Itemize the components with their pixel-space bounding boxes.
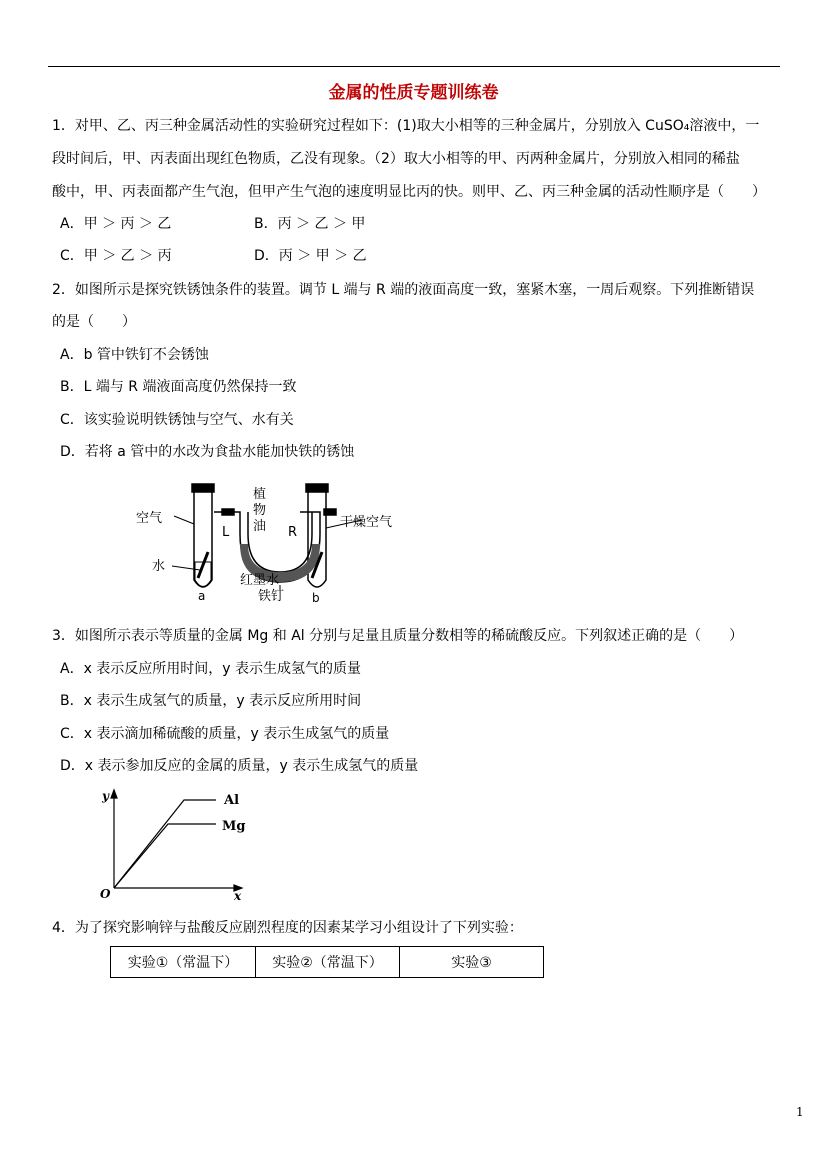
test-tube-b — [308, 492, 326, 587]
label-b: b — [312, 591, 320, 605]
q3-option-c: C．x 表示滴加稀硫酸的质量，y 表示生成氢气的质量 — [60, 726, 390, 742]
label-oil-1: 植 — [253, 487, 267, 502]
q1-option-c: C．甲 ＞ 乙 ＞ 丙 — [60, 248, 172, 264]
mg-curve — [114, 824, 216, 888]
test-tube-a — [194, 492, 212, 587]
iron-nail-a — [198, 552, 208, 578]
q1-line1: 1．对甲、乙、丙三种金属活动性的实验研究过程如下：(1)取大小相等的三种金属片，分别放入 CuSO₄溶液中，一 — [52, 118, 760, 134]
label-oil-2: 物 — [253, 503, 267, 518]
q2-option-b: B．L 端与 R 端液面高度仍然保持一致 — [60, 379, 297, 395]
q1-option-d: D．丙 ＞ 甲 ＞ 乙 — [254, 248, 367, 264]
stopper-b — [306, 484, 328, 492]
al-curve — [114, 800, 216, 888]
mg-al-graph — [98, 788, 258, 903]
clamp-left — [222, 509, 234, 515]
label-R: R — [288, 525, 298, 540]
q1-line2: 段时间后，甲、丙表面出现红色物质，乙没有现象。（2）取大小相等的甲、丙两种金属片，分别放入相同的稀盐 — [52, 151, 740, 167]
experiment-table — [110, 946, 544, 978]
y-label: y — [102, 789, 109, 803]
label-water: 水 — [152, 559, 166, 574]
label-L: L — [222, 525, 230, 540]
header-rule — [48, 66, 780, 67]
q3-option-d: D．x 表示参加反应的金属的质量，y 表示生成氢气的质量 — [60, 758, 419, 774]
page-number: 1 — [796, 1105, 804, 1119]
q2-line2: 的是（ ） — [52, 314, 136, 330]
q2-option-c: C．该实验说明铁锈蚀与空气、水有关 — [60, 412, 294, 428]
x-label: x — [234, 889, 242, 903]
label-air: 空气 — [136, 511, 163, 526]
label-oil-3: 油 — [253, 519, 267, 534]
q4-line1: 4．为了探究影响锌与盐酸反应剧烈程度的因素某学习小组设计了下列实验： — [52, 920, 523, 936]
label-a: a — [198, 589, 206, 603]
q1-option-a: A．甲 ＞ 丙 ＞ 乙 — [60, 216, 172, 232]
mg-label: Mg — [222, 819, 246, 834]
q2-option-a: A．b 管中铁钉不会锈蚀 — [60, 347, 209, 363]
label-dry-air: 干燥空气 — [340, 515, 393, 530]
q2-option-d: D．若将 a 管中的水改为食盐水能加快铁的锈蚀 — [60, 444, 355, 460]
q3-line1: 3．如图所示表示等质量的金属 Mg 和 Al 分别与足量且质量分数相等的稀硫酸反应。下列叙述正确的是（ ） — [52, 628, 744, 644]
table-row — [111, 947, 544, 978]
q1-option-b: B．丙 ＞ 乙 ＞ 甲 — [254, 216, 366, 232]
origin-label: O — [100, 887, 111, 901]
q2-line1: 2．如图所示是探究铁锈蚀条件的装置。调节 L 端与 R 端的液面高度一致，塞紧木塞，一周后观察。下列推断错误 — [52, 282, 755, 298]
y-axis-arrow — [111, 790, 117, 798]
table-header-cell: 实验①（常温下） — [111, 947, 256, 978]
q3-option-b: B．x 表示生成氢气的质量，y 表示反应所用时间 — [60, 693, 362, 709]
al-label: Al — [224, 793, 240, 808]
table-header-cell: 实验③ — [400, 947, 544, 978]
rusting-apparatus-figure — [130, 482, 410, 607]
page-title: 金属的性质专题训练卷 — [328, 83, 499, 103]
label-nail: 铁钉 — [258, 589, 285, 604]
stopper-a — [192, 484, 214, 492]
table-header-cell: 实验②（常温下） — [256, 947, 400, 978]
q1-line3: 酸中，甲、丙表面都产生气泡，但甲产生气泡的速度明显比丙的快。则甲、乙、丙三种金属的活动性顺序是（ ） — [52, 184, 766, 200]
q3-option-a: A．x 表示反应所用时间，y 表示生成氢气的质量 — [60, 661, 362, 677]
label-red-ink: 红墨水 — [240, 573, 280, 588]
